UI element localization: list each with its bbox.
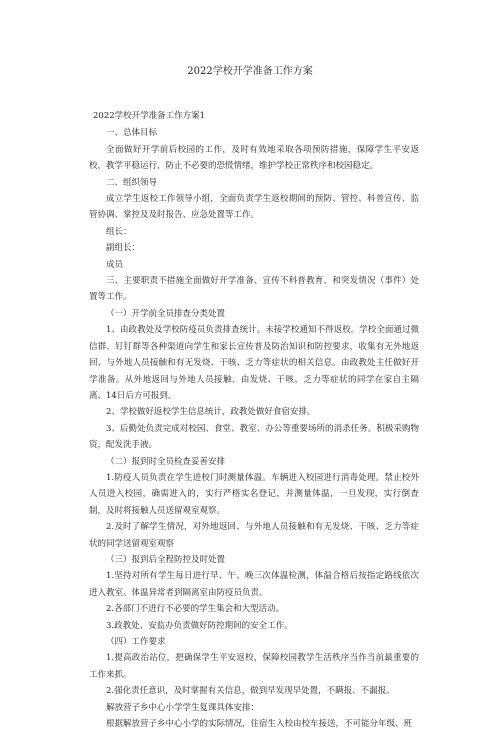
document-subtitle: 2022学校开学准备工作方案1 <box>93 111 206 121</box>
subsection-heading: （二）报到时全员检查妥善安排 <box>106 456 226 467</box>
paragraph: 1、由政教处及学校防疫员负责排查统计。未接学校通知不得返校。学校全面通过微信群、钉钉群等各种渠道向学生和家长宣传普及防治知识和防控要求，收集有无外地返回、与外地人员接触和有无发烧、干咳、乏力等症状的相关信息。由政教处主任做好开学准备。从外地返回与外地人员接触、由发烧、干咳、乏力等症状的同学在家自主隔离、14日后方可报到。 <box>89 325 419 401</box>
paragraph: 组长： <box>106 226 132 237</box>
section-heading: 一、总体目标 <box>106 128 158 139</box>
document-body <box>89 108 419 732</box>
paragraph: 2、学校做好返校学生信息统计，政教处做好食宿安排。 <box>106 407 316 418</box>
paragraph: 2.各部门不进行不必要的学生集会和大型活动。 <box>106 604 285 615</box>
section-heading: 三、主要职责不措施全面做好开学准备、宣传不科普教育、和突发情况（事件）处置等工作。 <box>89 276 419 303</box>
subsection-heading: （三）报到后全程防控及时处置 <box>106 554 226 565</box>
subsection-heading: （一）开学前全员排查分类处置 <box>106 308 226 319</box>
paragraph: 1.防疫人员负责在学生进校门时测量体温。车辆进入校园进行消毒处理。禁止校外人员进入校园，确需进入的，实行严格实名登记，并测量体温，一旦发现，实行倒查制，及时将接触人员送留观室观察。 <box>89 472 419 516</box>
paragraph: 2.及时了解学生情况，对外地返回、与外地人员接触和有无发烧、干咳、乏力等症状的同学送留观室观察 <box>89 522 419 549</box>
paragraph: 1.坚持对所有学生每日进行早、午、晚三次体温检测，体温合格后按指定路线依次进入教室。体温异常者到隔离室由防疫员负责。 <box>89 571 419 598</box>
paragraph: 根据解放营子乡中心小学的实际情况，住宿生入校由校车接送，不可能分年级、班 <box>106 719 413 730</box>
document-title: 2022学校开学准备工作方案 <box>187 66 313 77</box>
paragraph: 成立学生返校工作领导小组，全面负责学生返校期间的预防、管控、科普宣传、监管协调、掌控及及时报告、应急处置等工作。 <box>89 194 419 221</box>
paragraph: 成员 <box>106 259 124 270</box>
paragraph: 解放营子乡中心小学学生复课具体安排： <box>106 702 260 713</box>
paragraph: 3、后勤处负责完成对校园、食堂、教室、办公等重要场所的消杀任务。积极采购物资，配发洗手液。 <box>89 423 419 451</box>
paragraph: 1.提高政治站位，把确保学生平安返校，保障校园教学生活秩序当作当前最重要的工作来抓。 <box>89 653 419 680</box>
paragraph: 全面做好开学前后校园的工作，及时有效地采取各项预防措施，保障学生平安返校，教学平稳运行，防止不必要的恐慌情绪，维护学校正常秩序和校园稳定。 <box>89 144 419 172</box>
section-heading: 二、组织领导 <box>106 177 158 188</box>
paragraph: 副组长： <box>106 243 141 254</box>
paragraph: 2.强化责任意识，及时掌握有关信息，做到早发现早处置，不瞒报、不漏报。 <box>106 686 395 697</box>
paragraph: 3.政教处、安监办负责做好防控期间的安全工作。 <box>106 620 293 631</box>
subsection-heading: （四）工作要求 <box>106 637 166 647</box>
